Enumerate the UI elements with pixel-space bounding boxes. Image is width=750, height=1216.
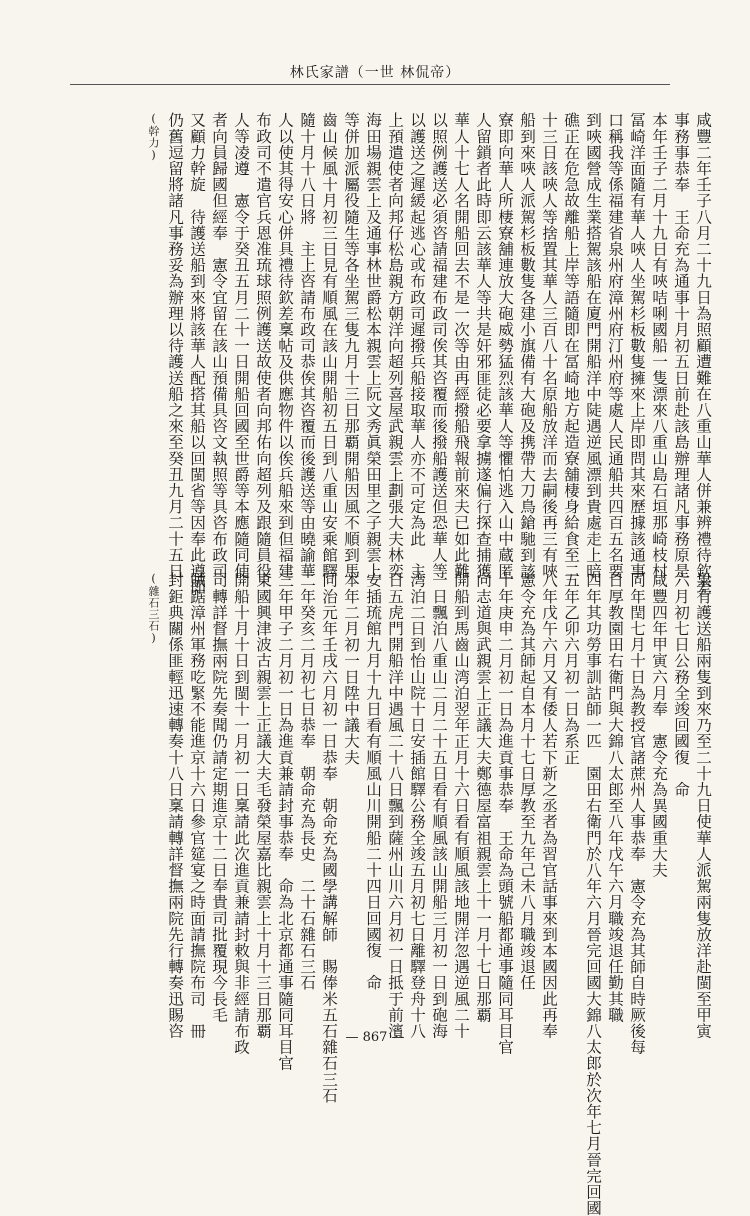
upper-text-column: 咸豐二年壬子八月二十九日為照顧遭難在八重山華人併兼辨禮待欽差 [694,112,712,595]
lower-text-column: 日厚教園田右衛門與大錦八太郎至八年戊午六月職竣退任勤其職 [606,572,624,1023]
lower-text-column: 五年乙卯六月初一日為系正 [562,572,580,766]
lower-text-column: 十年庚申二月初一日為進貢事恭奉 王命為頭號船都通事隨同耳目官 [496,572,514,1055]
page-number: — 867 — [345,1030,405,1045]
lower-text-gloss-note: (雜石三石) [147,572,160,645]
upper-text-column: 以護送之遲緩起逃心或布政司遲撥兵船接取華人亦不可定為此 主 [408,112,426,579]
upper-text-column: 口稱我等係福建省泉州府漳州府汀州府等處人民通船共四百五名要 [606,112,624,579]
upper-text-column: 人以使其得安心併具禮待欽差稟帖及供應物件以俟兵船來到但福建 [276,112,294,579]
lower-text-column: 安插琉館九月十九日看有順風山川開船二十四日回國復 命 [364,572,382,991]
lower-text-column: 向志道與武親雲上正議大夫鄭德屋富祖親雲上十一月十七日那覇 [474,572,492,1023]
lower-text-column: 咸豐四年甲寅六月奉 憲令充為異國重大夫 [650,572,668,878]
lower-text-column: 本年二月初一日陞中議大夫 [342,572,360,766]
upper-text-column: 船到來唊人派駕杉板數隻各建小旗備有大砲及携帶大刀鳥鎗馳到該 [518,112,536,579]
upper-text-column: 礁正在危急故離船上岸等語隨即在冨崎地方起造寮舖棲身給食至二 [562,112,580,579]
lower-text-column: 開船十月十日到閩十一月初一日稟請此次進貢兼請封敕與非經請布政 [232,572,250,1055]
lower-text-column: 開船到馬齒山湾泊翌年正月十六日看有順風該地開洋忽遇逆風二十 [452,572,470,1039]
header-rule [70,84,670,85]
upper-text-column: 海田場親雲上及通事林世爵松本親雲上阮文秀眞榮田里之子親雲上 [364,112,382,579]
upper-text-column: 十三日該唊人等捨置其華人三百八十名原船放洋而去嗣後再三有唊 [540,112,558,579]
lower-text-column: 賊踞漳州軍務吃緊不能進京十六日參官筵宴之時面請撫院布司 冊 [188,572,206,1039]
lower-text-column: 果有護送船兩隻到來乃至二十九日使華人派駕兩隻放洋赴閩至甲寅 [694,572,712,1039]
upper-text-column: 人等凌遵 憲令于癸丑五月二十一日開船回國至世爵等本應隨同使 [232,112,250,579]
upper-text-column: 又顧力幹旋 待護送船到來將該華人配搭其船以回閩省等因奉此遵即 [188,112,206,595]
upper-text-column: 寮即向華人所棲寮舖連放大砲威勢猛烈該華人等懼怕逃入山中蔵匿 [496,112,514,579]
upper-text-column: 到唊國營成生業搭駕該船在廈門開船洋中陡遇逆風漂到貴處走上暗 [584,112,602,579]
lower-text-column: 二年癸亥二月初七日恭奉 朝命充為長史 二十石雜石三石 [298,572,316,991]
lower-text-column: 司轉詳督撫兩院先奏聞仍請定期進京十二日奉貴司批覆現今長毛 [210,572,228,1023]
lower-text-column: 封鉅典關係匪輕迅速轉奏十八日稟請轉詳督撫兩院先行轉奏迅賜咨 [166,572,184,1039]
upper-text-column: 齒山候風十月初三日見有順風在該山開船初五日到八重山安乘館驛 [320,112,338,579]
upper-text-column: 人留鎖者此時即云該華人等共是奸邪匪徒必要拿擄遂偏行探查捕獲 [474,112,492,579]
lower-text-column: 同治元年壬戌六月初一日恭奉 朝命充為國學講解師 賜俸米五石雜石三石 [320,572,338,1104]
lower-text-column: 八年戊午六月又有倭人若下新之丞者為習官話事來到本國因此再奉 [540,572,558,1039]
lower-text-column: 憲令充為其師起自本月十七日厚教至九年己未八月職竣退任 [518,572,536,991]
lower-text-column: 湾泊二日到怡山院十日安插館驛公務全竣五月初七日離驛登舟十八 [408,572,426,1039]
upper-text-column: 本年壬子二月十九日有唊咭唎國船一隻漂來八重山島石垣那崎枝村 [650,112,668,579]
page-header: 林氏家譜（一世 林侃帝） [289,65,461,81]
upper-text-block [24,112,714,595]
upper-text-column: 以照例護送必須咨請福建布政司俟其咨覆而後撥船護送但恐華人等 [430,112,448,579]
upper-text-column: 上預遣使者向邦仔松島親方朝洋向超列喜屋武親雲上劃張大夫林奕 [386,112,404,579]
upper-text-column: 者向員歸國但經奉 憲令宜留在該山預備具咨文執照等具咨布政司 [210,112,228,579]
lower-text-column: 日五虎門開船洋中遇風二十八日飄到薩州山川六月初一日抵于前濱 [386,572,404,1039]
upper-text-column: 冨崎洋面隨有華人唊人坐駕杉板數隻擁來上岸即問其來歷據該通事 [628,112,646,579]
lower-text-column: 四年其功勞事訓詁師一匹 園田右衛門於八年六月晉完回國大錦八太郎於次年七月晉完回國 [584,572,602,1216]
upper-text-column: 仍舊逗留將諸凡事務妥為辦理以待護送船之來至癸丑九月二十五日 [166,112,184,579]
lower-text-column: 同年閏七月十日為教授官諸蔗州人事恭奉 憲令充為其師自時厥後每 [628,572,646,1055]
upper-text-gloss-note: (幹力) [147,112,160,162]
upper-text-column: 等併加派屬役隨生等各坐駕三隻九月十三日那覇開船因風不順到馬 [342,112,360,579]
upper-text-column: 事務事恭奉 王命充為通事十月初五日前赴該島辦理諸凡事務原是 [672,112,690,579]
upper-text-column: 華人十七人名開船回去不是一次等由再經撥船飛報前來夫已如此難 [452,112,470,579]
lower-text-column: 一日飄泊八重山二月二十五日看有順風該山開船三月初一日到砲海 [430,572,448,1039]
lower-text-column: 三年甲子二月初一日為進貢兼請封事恭奉 命為北京都通事隨同耳目官 [276,572,294,1072]
upper-text-column: 隨十月十八日將 主上咨請布政司恭俟其咨覆而後護送等由曉諭華 [298,112,316,579]
upper-text-column: 布政司不遣官兵恩准琉球照例護送故使者向邦佑向超列及跟隨員役 [254,112,272,579]
lower-text-column: 東國興津波古親雲上正議大夫毛發榮屋嘉比親雲上十月十三日那覇 [254,572,272,1039]
lower-text-column: 六月初七日公務全竣回國復 命 [672,572,690,798]
